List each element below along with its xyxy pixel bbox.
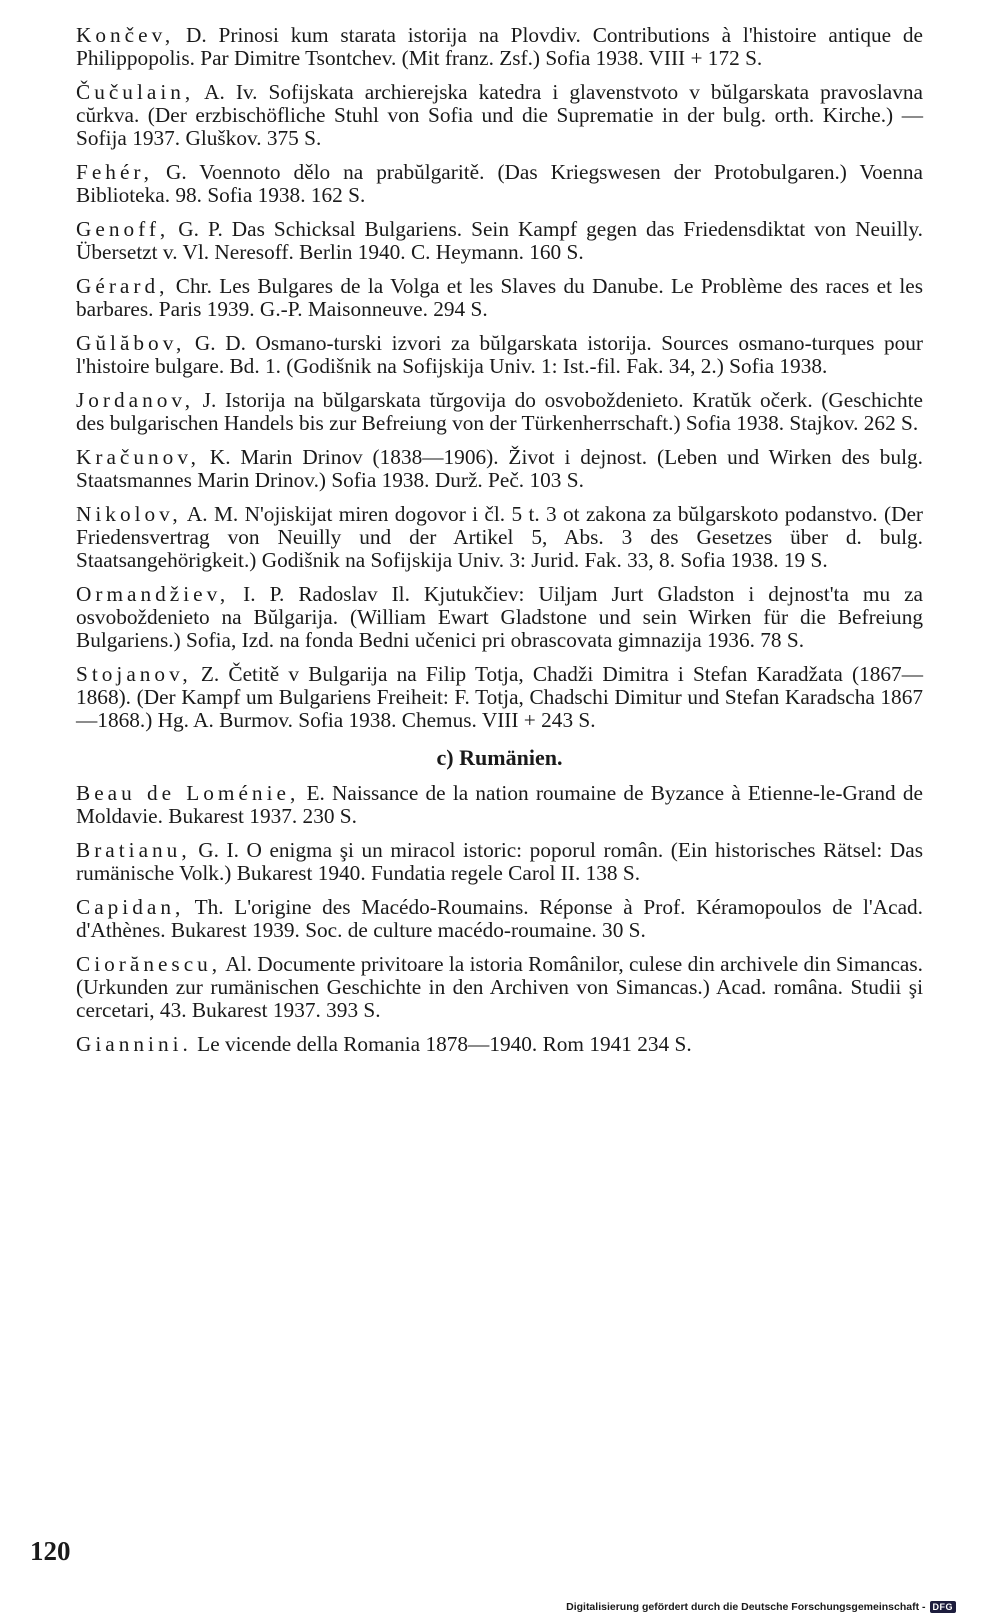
entry-author: Nikolov, — [76, 502, 182, 526]
entry-author: Končev, — [76, 23, 175, 47]
entry-author: Giannini. — [76, 1032, 192, 1056]
entry-text: D. Prinosi kum starata istorija na Plovdiv. Contributions à l'histoire antique de Philippopolis. Par Dimitre Tsontchev. (Mit franz. Zsf.) Sofia 1938. VIII + 172 S. — [76, 23, 923, 70]
entry-author: Ormandžiev, — [76, 582, 230, 606]
entry-author: Čučulain, — [76, 80, 195, 104]
entry-author: Jordanov, — [76, 388, 195, 412]
bib-entry — [76, 839, 923, 885]
digitization-footer — [566, 1601, 956, 1613]
entry-text: K. Marin Drinov (1838—1906). Život i dejnost. (Leben und Wirken des bulg. Staatsmannes Marin Drinov.) Sofia 1938. Durž. Peč. 103 S. — [76, 445, 923, 492]
section-heading — [76, 746, 923, 770]
entry-author: Beau de Loménie, — [76, 781, 300, 805]
entry-text: G. D. Osmano-turski izvori za bŭlgarskata istorija. Sources osmano-turques pour l'histoire bulgare. Bd. 1. (Godišnik na Sofijskija Univ. 1: Ist.-fil. Fak. 34, 2.) Sofia 1938. — [76, 331, 923, 378]
entry-text: G. Voennoto dělo na prabŭlgaritě. (Das Kriegswesen der Protobulgaren.) Voenna Biblioteka. 98. Sofia 1938. 162 S. — [76, 160, 923, 207]
bib-entry — [76, 81, 923, 150]
section-label: c) — [436, 745, 454, 770]
entry-author: Capidan, — [76, 895, 185, 919]
entry-text: J. Istorija na bŭlgarskata tŭrgovija do osvoboždenieto. Kratŭk očerk. (Geschichte des bulgarischen Handels bis zur Befreiung von der Türkenherrschaft.) Sofia 1938. Stajkov. 262 S. — [76, 388, 923, 435]
entry-author: Fehér, — [76, 160, 153, 184]
entry-text: Z. Četitě v Bulgarija na Filip Totja, Chadži Dimitra i Stefan Karadžata (1867—1868). (Der Kampf um Bulgariens Freiheit: F. Totja, Chadschi Dimitur und Stefan Karadscha 1867—1868.) Hg. A. Burmov. Sofia 1938. Chemus. VIII + 243 S. — [76, 662, 923, 732]
entry-text: A. Iv. Sofijskata archierejska katedra i glavenstvoto v bŭlgarskata pravoslavna cŭrkva. (Der erzbischöfliche Stuhl von Sofia und die Suprematie in der bulg. orth. Kirche.) — Sofija 1937. Gluškov. 375 S. — [76, 80, 923, 150]
bib-entry — [76, 583, 923, 652]
entry-text: E. Naissance de la nation roumaine de Byzance à Etienne-le-Grand de Moldavie. Bukarest 1937. 230 S. — [76, 781, 923, 828]
entry-text: Al. Documente privitoare la istoria Românilor, culese din archivele din Simancas. (Urkunden zur rumänischen Geschichte in den Archiven von Simancas.) Acad. româna. Studii şi cercetari, 43. Bukarest 1937. 393 S. — [76, 952, 923, 1022]
bib-entry — [76, 332, 923, 378]
page-number: 120 — [30, 1536, 71, 1566]
entry-text: G. I. O enigma şi un miracol istoric: poporul român. (Ein historisches Rätsel: Das rumänische Volk.) Bukarest 1940. Fundatia regele Carol II. 138 S. — [76, 838, 923, 885]
bib-entry — [76, 389, 923, 435]
bib-entry — [76, 663, 923, 732]
entry-text: Th. L'origine des Macédo-Roumains. Réponse à Prof. Kéramopoulos de l'Acad. d'Athènes. Bukarest 1939. Soc. de culture macédo-roumaine. 30 S. — [76, 895, 923, 942]
entry-text: Chr. Les Bulgares de la Volga et les Slaves du Danube. Le Problème des races et les barbares. Paris 1939. G.-P. Maisonneuve. 294 S. — [76, 274, 923, 321]
entry-author: Bratianu, — [76, 838, 191, 862]
bib-entry — [76, 503, 923, 572]
entry-author: Kračunov, — [76, 445, 200, 469]
bib-entry — [76, 953, 923, 1022]
bib-entry — [76, 24, 923, 70]
bib-entry — [76, 218, 923, 264]
bib-entry — [76, 161, 923, 207]
bib-entry — [76, 896, 923, 942]
entry-author: Ciorănescu, — [76, 952, 222, 976]
romania-entries — [76, 782, 923, 1056]
bib-entry — [76, 1033, 923, 1056]
bib-entry — [76, 446, 923, 492]
entry-author: Gérard, — [76, 274, 169, 298]
entry-author: Genoff, — [76, 217, 170, 241]
entry-author: Stojanov, — [76, 662, 192, 686]
section-title: Rumänien. — [459, 745, 563, 770]
bib-entry — [76, 782, 923, 828]
footer-text: Digitalisierung gefördert durch die Deutsche Forschungsgemeinschaft - — [566, 1601, 926, 1613]
entry-text: Le vicende della Romania 1878—1940. Rom 1941 234 S. — [191, 1032, 692, 1056]
bibliography-page — [76, 24, 923, 1067]
entry-text: I. P. Radoslav Il. Kjutukčiev: Uiljam Jurt Gladston i dejnost'ta mu za osvoboždenieto na Bŭlgarija. (William Ewart Gladstone und sein Wirken für die Befreiung Bulgariens.) Sofia, Izd. na fonda Bedni učenici pri obrascovata gimnazija 1936. 78 S. — [76, 582, 923, 652]
entry-text: G. P. Das Schicksal Bulgariens. Sein Kampf gegen das Friedensdiktat von Neuilly. Übersetzt v. Vl. Neresoff. Berlin 1940. C. Heymann. 160 S. — [76, 217, 923, 264]
entry-author: Gŭlăbov, — [76, 331, 186, 355]
bib-entry — [76, 275, 923, 321]
dfg-logo-icon: DFG — [930, 1601, 957, 1613]
bulgaria-entries — [76, 24, 923, 732]
entry-text: A. M. N'ojiskijat miren dogovor i čl. 5 t. 3 ot zakona za bŭlgarskoto podanstvo. (Der Friedensvertrag von Neuilly und der Artikel 5, Abs. 3 des Gesetzes über d. bulg. Staatsangehörigkeit.) Godišnik na Sofijskija Univ. 3: Jurid. Fak. 33, 8. Sofia 1938. 19 S. — [76, 502, 923, 572]
